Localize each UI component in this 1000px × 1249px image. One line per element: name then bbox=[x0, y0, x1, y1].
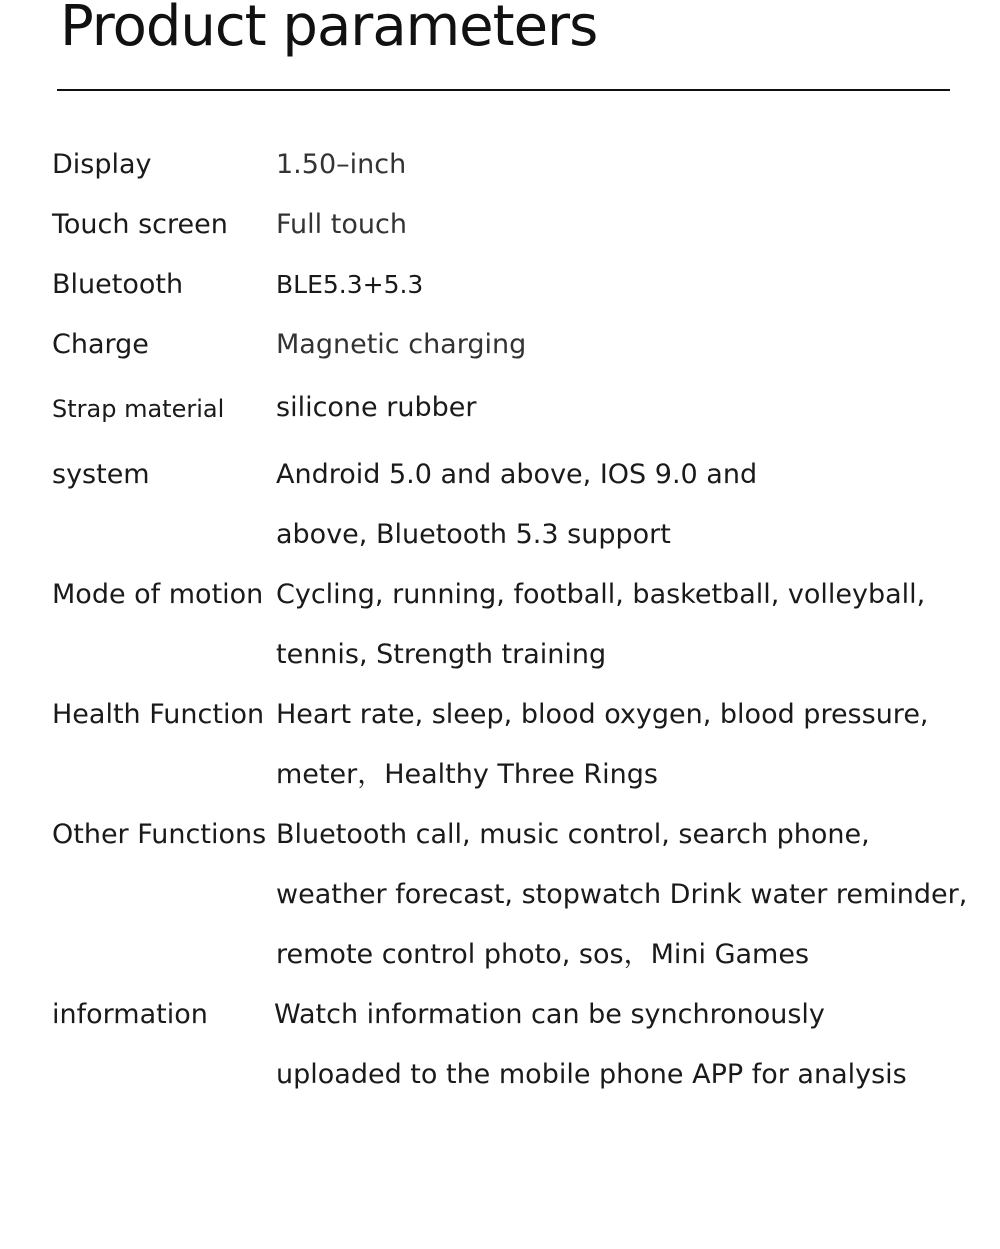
spec-value-charge: Magnetic charging bbox=[276, 329, 527, 360]
spec-value-other-functions-line-2: weather forecast, stopwatch Drink water reminder, bbox=[276, 879, 968, 910]
spec-label-touch-screen: Touch screen bbox=[52, 209, 228, 240]
spec-label-other-functions: Other Functions bbox=[52, 819, 267, 850]
spec-value-health-function-line-1: Heart rate, sleep, blood oxygen, blood pressure, bbox=[276, 699, 929, 730]
spec-label-health-function: Health Function bbox=[52, 699, 265, 730]
spec-value-system-line-2: above, Bluetooth 5.3 support bbox=[276, 519, 671, 550]
spec-value-health-function-line-2: meter，Healthy Three Rings bbox=[276, 759, 658, 790]
title-divider bbox=[57, 89, 950, 91]
spec-value-mode-of-motion-line-2: tennis, Strength training bbox=[276, 639, 607, 670]
page-title: Product parameters bbox=[60, 0, 598, 59]
spec-value-other-functions-line-3: remote control photo, sos，Mini Games bbox=[276, 939, 810, 970]
spec-value-system-line-1: Android 5.0 and above, IOS 9.0 and bbox=[276, 459, 758, 490]
spec-label-information: information bbox=[52, 999, 208, 1030]
spec-label-charge: Charge bbox=[52, 329, 149, 360]
spec-label-system: system bbox=[52, 459, 150, 490]
spec-label-strap-material: Strap material bbox=[52, 395, 225, 423]
spec-value-information-line-2: uploaded to the mobile phone APP for analysis bbox=[276, 1059, 907, 1090]
spec-value-touch-screen: Full touch bbox=[276, 209, 407, 240]
spec-value-bluetooth: BLE5.3+5.3 bbox=[276, 270, 424, 299]
spec-label-mode-of-motion: Mode of motion bbox=[52, 579, 264, 610]
spec-label-bluetooth: Bluetooth bbox=[52, 269, 184, 300]
spec-value-display: 1.50–inch bbox=[276, 149, 407, 180]
spec-value-other-functions-line-1: Bluetooth call, music control, search phone, bbox=[276, 819, 870, 850]
spec-value-information-line-1: Watch information can be synchronously bbox=[274, 999, 825, 1030]
spec-value-mode-of-motion-line-1: Cycling, running, football, basketball, volleyball, bbox=[276, 579, 926, 610]
spec-value-strap-material: silicone rubber bbox=[276, 392, 477, 423]
spec-label-display: Display bbox=[52, 149, 152, 180]
